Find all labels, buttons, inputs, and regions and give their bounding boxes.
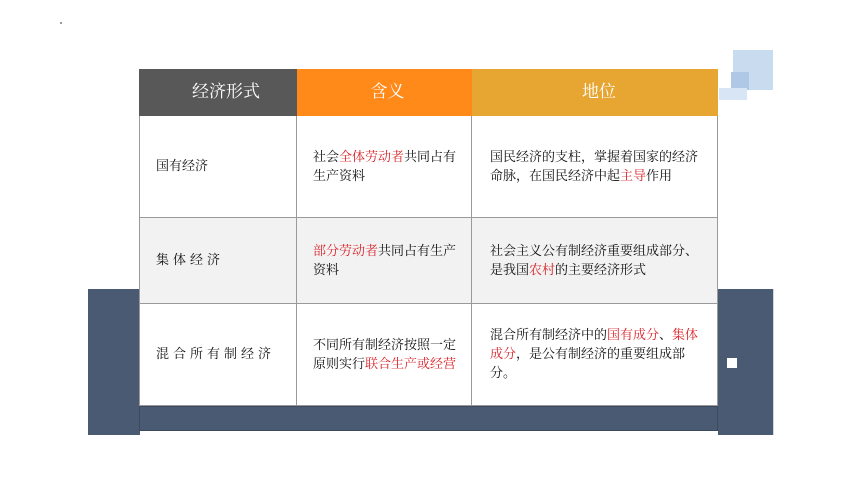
table-row xyxy=(139,116,718,218)
text-run: 不同所有制经济按照一定原则实行 xyxy=(313,337,457,372)
text-run: 作用 xyxy=(646,168,673,184)
meaning-cell xyxy=(297,304,472,406)
table-row xyxy=(139,304,718,406)
text-run: 共同占有生产资料 xyxy=(313,243,457,278)
form-cell xyxy=(139,116,297,218)
form-name: 集体经济 xyxy=(156,253,225,268)
meaning-text xyxy=(313,148,461,186)
form-name: 国有经济 xyxy=(156,159,209,174)
highlight-run: 国有成分 xyxy=(607,328,660,343)
economy-forms-table xyxy=(139,69,718,431)
header-status: 地位 xyxy=(472,69,718,116)
highlight-run: 全体劳动者 xyxy=(339,149,405,165)
decor-white-square xyxy=(727,358,737,368)
status-cell xyxy=(472,304,718,406)
status-text xyxy=(490,148,707,186)
highlight-run: 集体成分 xyxy=(490,328,699,362)
header-meaning: 含义 xyxy=(297,69,472,116)
text-run: 混合所有制经济中的 xyxy=(490,328,608,343)
status-text xyxy=(490,242,707,280)
text-run: 、 xyxy=(659,328,673,343)
decor-line xyxy=(773,289,774,435)
text-run: 社会主义公有制经济重要组成部分、是我国 xyxy=(490,243,699,278)
header-form: 经济形式 xyxy=(139,69,297,116)
table-row xyxy=(139,218,718,304)
meaning-text xyxy=(313,242,461,280)
text-run: 共同占有生产资料 xyxy=(313,149,457,184)
highlight-run: 部分劳动者 xyxy=(313,243,379,259)
status-cell xyxy=(472,116,718,218)
status-cell xyxy=(472,218,718,304)
decor-dot xyxy=(60,22,62,24)
text-run: 社会 xyxy=(313,149,340,165)
text-run: 国民经济的支柱，掌握着国家的经济命脉，在国民经济中起 xyxy=(490,149,699,184)
text-run: ，是公有制经济的重要组成部分。 xyxy=(490,347,686,381)
decor-square-pale xyxy=(719,88,747,100)
highlight-run: 农村 xyxy=(529,262,556,278)
meaning-text xyxy=(313,336,461,374)
table-header-row xyxy=(139,69,718,116)
form-name: 混合所有制经济 xyxy=(156,347,276,362)
highlight-run: 联合生产或经营 xyxy=(365,356,457,372)
decor-band-left xyxy=(88,289,140,435)
meaning-cell xyxy=(297,218,472,304)
form-cell xyxy=(139,218,297,304)
highlight-run: 主导 xyxy=(620,168,647,184)
text-run: 的主要经济形式 xyxy=(555,262,647,278)
table-footer-bar xyxy=(139,406,718,431)
form-cell xyxy=(139,304,297,406)
meaning-cell xyxy=(297,116,472,218)
status-text xyxy=(490,326,707,383)
